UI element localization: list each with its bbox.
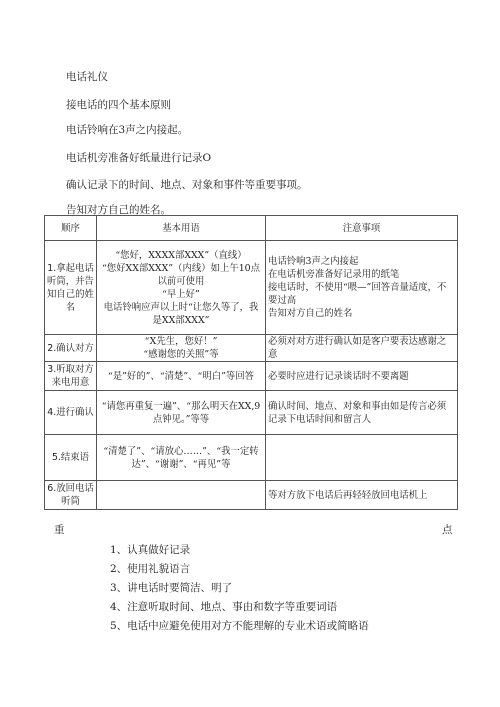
notes-cell-line: 确认时间、地点、对象和事由如是传言必须记录下电话时间和留言人 <box>268 400 447 425</box>
step-number: 4. <box>47 407 57 418</box>
phrases-cell-line: 电话铃响应声以上时“让您久等了，我是XX部XXX” <box>103 301 259 326</box>
list-item: 5、电话中应避免使用对方不能理解的专业术语或简略语 <box>110 620 369 632</box>
phrases-cell-line: “清楚了”、“请放心……”、“我一定转达”、“谢谢”、“再见”等 <box>103 445 259 470</box>
step-label: 确认对方 <box>56 342 94 354</box>
phrases-cell-line: “感谢您的关照”等 <box>143 349 219 360</box>
notes-cell-line: 必须对对方进行确认如是客户要表达感谢之意 <box>268 336 447 360</box>
step-cell <box>45 362 97 391</box>
table-row <box>45 241 458 335</box>
phrases-cell <box>97 335 266 362</box>
phrases-cell-line: “是”好的”、“清楚”、“明白”等回答 <box>107 370 255 382</box>
step-label: 听取对方来电用意 <box>51 364 94 388</box>
phrases-cell-line: “早上好” <box>162 288 200 300</box>
principle-3: 确认记录下的时间、地点、对象和事件等重要事项。 <box>66 179 308 191</box>
step-number: 2. <box>47 342 57 354</box>
table-row <box>45 481 458 510</box>
step-label: 结束语 <box>60 452 90 463</box>
notes-cell <box>266 435 458 481</box>
phrases-cell <box>97 391 266 435</box>
principle-2: 电话机旁准备好纸量进行记录O <box>66 152 212 164</box>
stress-label-left: 重 <box>54 524 65 536</box>
step-label: 进行确认 <box>56 407 94 418</box>
list-item: 3、讲电话时要简洁、明了 <box>110 582 233 594</box>
header-order: 顺序 <box>45 216 97 241</box>
step-number: 6. <box>47 483 57 494</box>
list-item: 1、认真做好记录 <box>110 544 191 556</box>
principle-4: 告知对方自己的姓名。 <box>66 204 171 216</box>
phrases-cell-line: “X先生，您好！” <box>144 336 218 347</box>
notes-cell-line: 电话铃响3声之内接起 <box>268 256 359 267</box>
step-cell <box>45 391 97 435</box>
step-number: 5. <box>51 452 61 463</box>
notes-cell <box>266 391 458 435</box>
list-item: 4、注意听取时间、地点、事由和数字等重要词语 <box>110 601 338 613</box>
notes-cell <box>266 481 458 510</box>
notes-cell <box>266 241 458 335</box>
table-row <box>45 391 458 435</box>
table-row <box>45 362 458 391</box>
principle-1: 电话铃响在3声之内接起。 <box>66 124 189 136</box>
table-row <box>45 335 458 362</box>
header-notes: 注意事项 <box>266 216 458 241</box>
header-phrases: 基本用语 <box>97 216 266 241</box>
section-heading: 接电话的四个基本原则 <box>66 99 171 111</box>
step-number: 3. <box>47 364 57 375</box>
table-row <box>45 435 458 481</box>
phrases-cell-line: “请您再重复一遍”、“那么明天在XX,9点钟见。”等等 <box>101 400 261 425</box>
doc-title: 电话礼仪 <box>66 71 108 83</box>
notes-cell-line: 接电话时，不使用“喂—”回答音量适度，不要过高 <box>268 282 447 306</box>
notes-cell-line: 在电话机旁准备好记录用的纸笔 <box>268 269 400 280</box>
step-cell <box>45 435 97 481</box>
stress-label-right: 点 <box>442 524 453 536</box>
step-cell <box>45 335 97 362</box>
table-header-row <box>45 216 458 241</box>
notes-cell-line: 告知对方自己的姓名 <box>268 308 353 319</box>
step-cell <box>45 241 97 335</box>
phrases-cell-line: “您好XX部XXX”（内线）如上午10点以前可使用 <box>101 262 260 287</box>
etiquette-table <box>44 215 458 510</box>
notes-cell-line: 等对方放下电话后再轻轻放回电话机上 <box>268 489 428 501</box>
phrases-cell <box>97 435 266 481</box>
list-item: 2、使用礼貌语言 <box>110 563 191 575</box>
notes-cell <box>266 335 458 362</box>
key-points-list <box>110 541 369 636</box>
step-number: 1. <box>47 262 57 274</box>
phrases-cell <box>97 481 266 510</box>
step-cell <box>45 481 97 510</box>
phrases-cell <box>97 241 266 335</box>
phrases-cell-line: “您好，XXXX部XXX”（直线） <box>115 249 247 261</box>
step-label: 拿起电话听筒，并告知自己的姓名 <box>47 262 94 313</box>
phrases-cell <box>97 362 266 391</box>
notes-cell-line: 必要时应进行记录谈话时不要离题 <box>268 370 409 382</box>
notes-cell <box>266 362 458 391</box>
step-label: 放回电话听筒 <box>56 483 94 507</box>
